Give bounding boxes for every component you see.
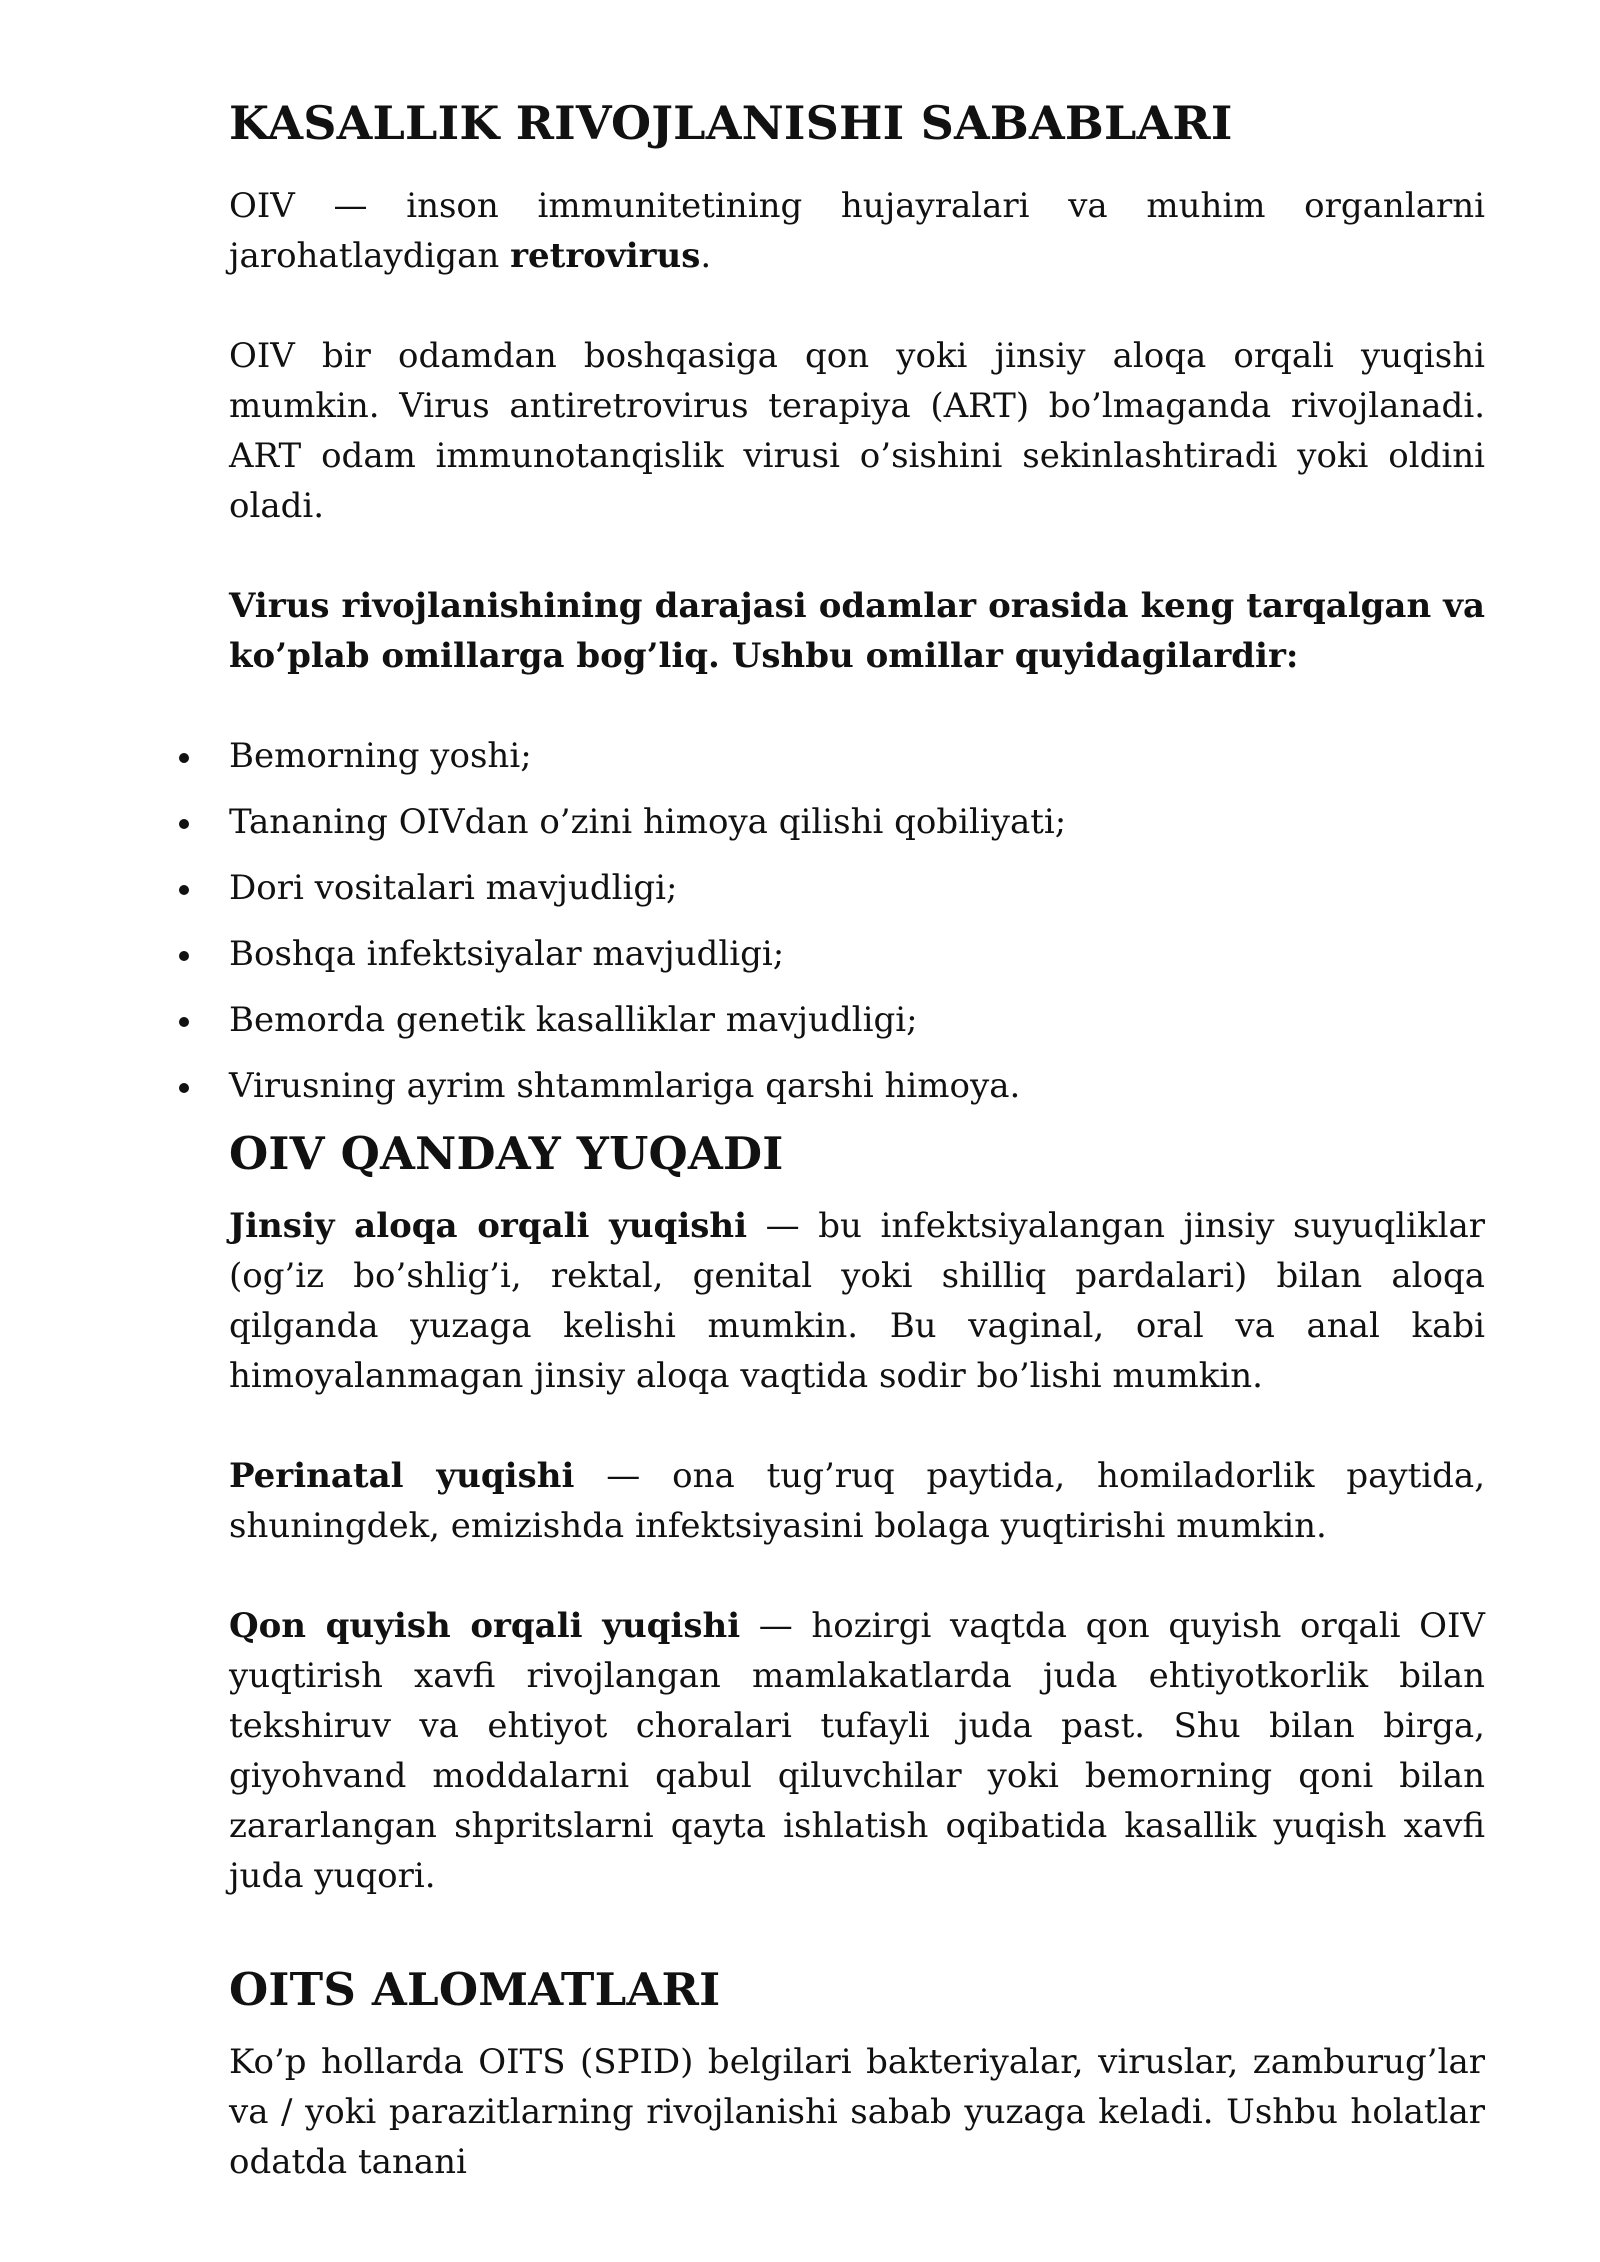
heading-symptoms: OITS ALOMATLARI [229,1963,721,2017]
heading-transmission: OIV QANDAY YUQADI [229,1127,784,1181]
sexual-transmission-term: Jinsiy aloqa orqali yuqishi [229,1206,748,1247]
definition-end: . [700,236,712,277]
list-item: Dori vositalari mavjudligi; [229,863,1485,913]
sexual-transmission-text: — bu infektsiyalangan jinsiy suyuqliklar (og’iz bo’shlig’i, rektal, genital yoki shilliq pardalari) bilan aloqa qilganda yuzaga kelishi mumkin. Bu vaginal, oral va anal kabi himoyalanmagan jinsiy aloqa vaqtida sodir bo’lishi mumkin. [229,1206,1485,1397]
paragraph-symptoms: Ko’p hollarda OITS (SPID) belgilari bakteriyalar, viruslar, zamburug’lar va / yoki parazitlarning rivojlanishi sabab yuzaga keladi. Ushbu holatlar odatda tanani [229,2042,1485,2183]
paragraph-factors-intro [229,581,1485,681]
paragraph-transmission-intro: OIV bir odamdan boshqasiga qon yoki jinsiy aloqa orqali yuqishi mumkin. Virus antiretrovirus terapiya (ART) bo’lmaganda rivojlanadi. ART odam immunotanqislik virusi o’sishini sekinlashtiradi yoki oldini oladi. [229,336,1485,527]
paragraph-definition [229,181,1485,281]
list-item: Bemorda genetik kasalliklar mavjudligi; [229,995,1485,1045]
perinatal-transmission-term: Perinatal yuqishi [229,1456,575,1497]
blood-transmission-text: — hozirgi vaqtda qon quyish orqali OIV yuqtirish xavfi rivojlangan mamlakatlarda juda ehtiyotkorlik bilan tekshiruv va ehtiyot choralari tufayli juda past. Shu bilan birga, giyohvand moddalarni qabul qiluvchilar yoki bemorning qoni bilan zararlangan shpritslarni qayta ishlatish oqibatida kasallik yuqish xavfi juda yuqori. [229,1606,1485,1897]
list-item: Virusning ayrim shtammlariga qarshi himoya. [229,1061,1485,1111]
blood-transmission-term: Qon quyish orqali yuqishi [229,1606,741,1647]
list-item: Bemorning yoshi; [229,731,1485,781]
definition-text: OIV — inson immunitetining hujayralari va muhim organlarni jarohatlaydigan [229,186,1485,277]
paragraph-perinatal-transmission [229,1451,1485,1551]
perinatal-transmission-text: — ona tug’ruq paytida, homiladorlik paytida, shuningdek, emizishda infektsiyasini bolaga yuqtirishi mumkin. [229,1456,1486,1547]
paragraph-sexual-transmission [229,1201,1485,1401]
factors-list [229,731,1485,1111]
heading-causes: KASALLIK RIVOJLANISHI SABABLARI [229,96,1233,150]
list-item: Tananing OIVdan o’zini himoya qilishi qobiliyati; [229,797,1485,847]
retrovirus-term: retrovirus [510,236,701,277]
list-item: Boshqa infektsiyalar mavjudligi; [229,929,1485,979]
paragraph-blood-transmission [229,1601,1485,1901]
factors-intro-text: Virus rivojlanishining darajasi odamlar orasida keng tarqalgan va ko’plab omillarga bog’liq. Ushbu omillar quyidagilardir: [229,586,1485,677]
